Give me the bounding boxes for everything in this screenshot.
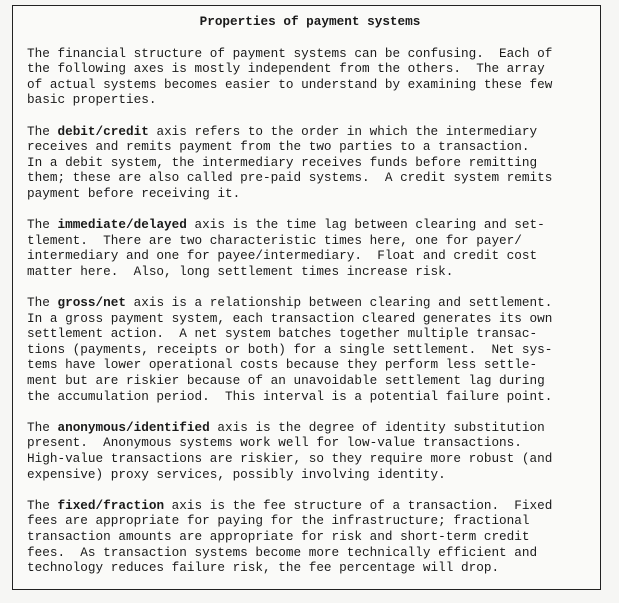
paragraph-line: intermediary and one for payee/intermediary. Float and credit cost [27,248,538,264]
paragraph-line: tlement. There are two characteristic times here, one for payer/ [27,232,522,248]
paragraph-line: settlement action. A net system batches together multiple transac- [27,326,538,342]
intro-paragraph [27,46,593,108]
immediate-delayed-paragraph [27,217,593,279]
first-line-rest: axis is the time lag between clearing and set- [186,217,545,233]
sidebar-box [12,5,601,590]
paragraph-line: In a debit system, the intermediary receives funds before remitting [27,154,538,170]
paragraph-line: technology reduces failure risk, the fee percentage will drop. [27,560,500,576]
paragraph-line: fees are appropriate for paying for the infrastructure; fractional [27,513,530,529]
anonymous-identified-paragraph [27,420,593,482]
lead-text: The [27,217,58,233]
paragraph-line: High-value transactions are riskier, so they require more robust (and [27,451,553,467]
paragraph-line: payment before receiving it. [27,185,241,201]
paragraph-line: the accumulation period. This interval is a potential failure point. [27,388,553,404]
paragraph-line: transaction amounts are appropriate for risk and short-term credit [27,529,530,544]
intro-line: of actual systems becomes easier to understand by examining these few [27,76,553,92]
first-line-rest: axis refers to the order in which the intermediary [148,123,538,139]
lead-text: The [27,123,58,139]
paragraph-line: matter here. Also, long settlement times increase risk. [27,263,454,279]
paragraph-first-line [27,420,593,436]
first-line-rest: axis is the degree of identity substitution [209,419,545,435]
intro-line: The financial structure of payment systems can be confusing. Each of [27,45,553,61]
debit-credit-paragraph [27,124,593,202]
paragraph-first-line [27,498,593,514]
intro-line: the following axes is mostly independent from the others. The array [27,61,545,77]
term-debit-credit: debit/credit [57,123,149,139]
first-line-rest: axis is a relationship between clearing and settlement. [126,295,553,311]
paragraph-first-line [27,124,593,140]
term-immediate-delayed: immediate/delayed [57,217,187,233]
paragraph-first-line [27,295,593,311]
gross-net-paragraph [27,295,593,404]
box-title: Properties of payment systems [199,14,421,29]
paragraph-line: expensive) proxy services, possibly involving identity. [27,466,446,482]
lead-text: The [27,419,58,435]
paragraph-line: fees. As transaction systems become more technically efficient and [27,544,538,560]
paragraph-line: them; these are also called pre-paid systems. A credit system remits [27,170,553,186]
term-fixed-fraction: fixed/fraction [57,497,165,513]
lead-text: The [27,497,58,513]
paragraph-line: In a gross payment system, each transaction cleared generates its own [27,310,553,326]
fixed-fraction-paragraph [27,498,593,576]
term-gross-net: gross/net [57,295,126,311]
paragraph-line: receives and remits payment from the two parties to a transaction. [27,139,530,155]
paragraph-line: ment but are riskier because of an unavoidable settlement lag during [27,373,545,389]
paragraph-line: tions (payments, receipts or both) for a single settlement. Net sys- [27,341,553,357]
term-anonymous-identified: anonymous/identified [57,419,210,435]
paragraph-line: present. Anonymous systems work well for low-value transactions. [27,435,522,451]
paragraph-line: tems have lower operational costs because they perform less settle- [27,357,538,373]
paragraph-first-line [27,217,593,233]
box-content [27,14,593,591]
first-line-rest: axis is the fee structure of a transaction. Fixed [164,497,553,513]
lead-text: The [27,295,58,311]
intro-line: basic properties. [27,92,157,108]
